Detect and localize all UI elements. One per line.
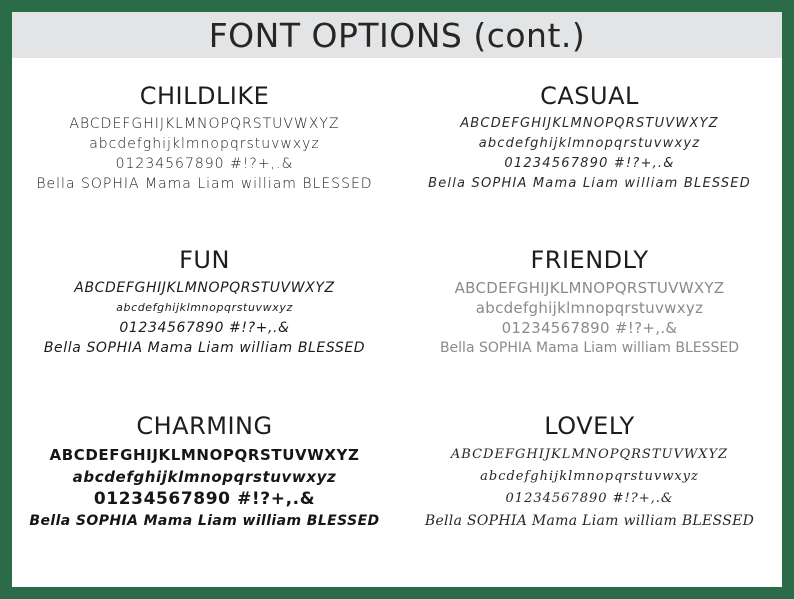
font-name-friendly: FRIENDLY xyxy=(530,246,649,274)
font-name-charming: CHARMING xyxy=(136,412,273,440)
numbers-sample: 01234567890 #!?+,.& xyxy=(115,156,294,172)
font-name-lovely: LOVELY xyxy=(544,412,635,440)
uppercase-sample: ABCDEFGHIJKLMNOPQRSTUVWXYZ xyxy=(74,280,335,296)
font-block-casual xyxy=(397,82,782,194)
font-name-childlike: CHILDLIKE xyxy=(139,82,270,110)
font-name-casual: CASUAL xyxy=(540,82,639,110)
names-sample: Bella SOPHIA Mama Liam william BLESSED xyxy=(424,513,755,529)
font-block-charming xyxy=(12,412,397,532)
numbers-sample: 01234567890 #!?+,.& xyxy=(504,156,675,171)
numbers-sample: 01234567890 #!?+,.& xyxy=(93,489,316,509)
font-block-fun xyxy=(12,246,397,358)
uppercase-sample: ABCDEFGHIJKLMNOPQRSTUVWXYZ xyxy=(460,116,719,131)
names-sample: Bella SOPHIA Mama Liam william BLESSED xyxy=(43,340,366,356)
uppercase-sample: ABCDEFGHIJKLMNOPQRSTUVWXYZ xyxy=(454,279,725,297)
font-block-childlike xyxy=(12,82,397,194)
names-sample: Bella SOPHIA Mama Liam william BLESSED xyxy=(428,176,751,191)
page-title: FONT OPTIONS (cont.) xyxy=(208,15,586,55)
lowercase-sample: abcdefghijklmnopqrstuvwxyz xyxy=(480,469,699,484)
numbers-sample: 01234567890 #!?+,.& xyxy=(119,320,290,336)
font-options-sheet xyxy=(12,12,782,587)
lowercase-sample: abcdefghijklmnopqrstuvwxyz xyxy=(116,301,293,314)
uppercase-sample: ABCDEFGHIJKLMNOPQRSTUVWXYZ xyxy=(49,446,360,464)
lowercase-sample: abcdefghijklmnopqrstuvwxyz xyxy=(478,136,701,151)
uppercase-sample: ABCDEFGHIJKLMNOPQRSTUVWXYZ xyxy=(450,447,729,462)
names-sample: Bella SOPHIA Mama Liam william BLESSED xyxy=(36,176,373,192)
names-sample: Bella SOPHIA Mama Liam william BLESSED xyxy=(29,513,380,529)
numbers-sample: 01234567890 #!?+,.& xyxy=(501,319,678,337)
font-block-friendly xyxy=(397,246,782,358)
header-bar xyxy=(12,12,782,58)
lowercase-sample: abcdefghijklmnopqrstuvwxyz xyxy=(475,299,704,317)
lowercase-sample: abcdefghijklmnopqrstuvwxyz xyxy=(72,468,337,486)
font-block-lovely xyxy=(397,412,782,532)
lowercase-sample: abcdefghijklmnopqrstuvwxyz xyxy=(89,136,320,152)
numbers-sample: 01234567890 #!?+,.& xyxy=(505,491,674,506)
names-sample: Bella SOPHIA Mama Liam william BLESSED xyxy=(439,340,740,356)
font-name-fun: FUN xyxy=(179,246,230,274)
uppercase-sample: ABCDEFGHIJKLMNOPQRSTUVWXYZ xyxy=(69,116,340,132)
